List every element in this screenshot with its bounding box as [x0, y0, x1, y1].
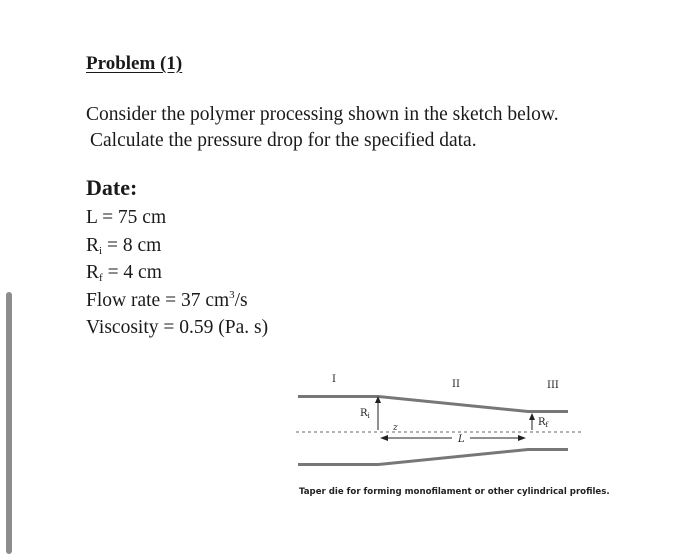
length-dimension-arrow — [380, 435, 526, 441]
scrollbar[interactable] — [6, 292, 12, 554]
flow-rate-exponent: 3 — [229, 288, 235, 301]
region-label-3: III — [547, 380, 559, 391]
final-radius-arrow — [529, 413, 535, 430]
problem-statement — [86, 102, 559, 154]
diagram-caption: Taper die for forming monofilament or other cylindrical profiles. — [299, 487, 610, 497]
initial-radius-subscript: i — [99, 244, 103, 257]
final-radius-rest: = 4 cm — [102, 262, 162, 283]
length-value: L = 75 cm — [86, 207, 167, 228]
initial-radius-rest: = 8 cm — [102, 234, 162, 256]
statement-line-2: Calculate the pressure drop for the specified data. — [90, 130, 477, 151]
flow-rate-value — [86, 287, 268, 315]
final-radius-subscript: f — [99, 272, 103, 284]
final-radius-value — [86, 259, 268, 287]
given-data-heading: Date: — [86, 175, 138, 200]
given-data-list — [86, 204, 268, 342]
problem-heading: Problem (1) — [86, 53, 183, 74]
initial-radius-arrow — [375, 396, 381, 430]
lower-die-wall — [298, 448, 568, 466]
final-radius-label: $R_f$ — [538, 417, 549, 429]
initial-radius-label: $R_i$ — [360, 408, 370, 420]
final-radius-symbol: R — [86, 262, 100, 283]
initial-radius-symbol: R — [86, 234, 100, 256]
region-label-1: I — [332, 374, 336, 385]
statement-line-1: Consider the polymer processing shown in the sketch below. — [86, 104, 559, 125]
length-label: L — [458, 434, 465, 445]
flow-rate-text: Flow rate = 37 cm — [86, 289, 230, 311]
initial-radius-value — [86, 232, 268, 260]
upper-die-wall — [298, 395, 568, 413]
viscosity-value: Viscosity = 0.59 (Pa. s) — [86, 317, 269, 338]
region-label-2: II — [452, 379, 460, 390]
z-axis-label: z — [393, 423, 398, 433]
flow-rate-unit: /s — [234, 289, 248, 311]
